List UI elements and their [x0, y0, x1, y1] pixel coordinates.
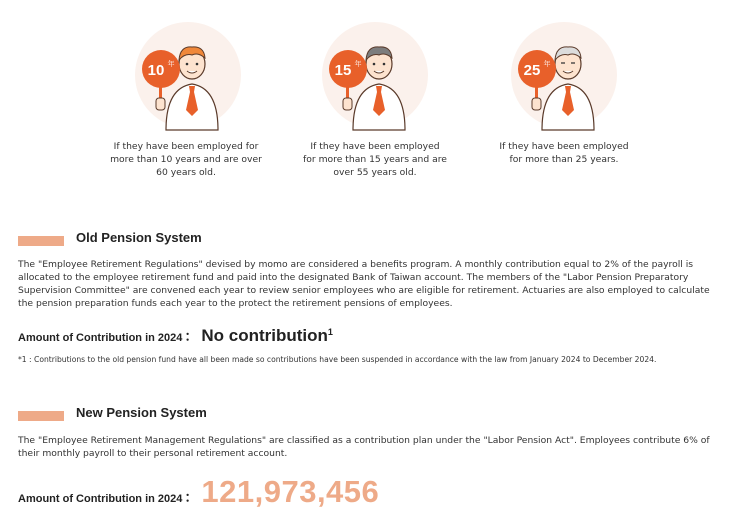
- section-accent-bar: [18, 411, 64, 421]
- caption-line: over 55 years old.: [333, 167, 417, 178]
- new-pension-amount: [18, 474, 379, 510]
- employee-holding-sign-illustration: [275, 18, 475, 136]
- figure-caption: [275, 140, 475, 179]
- badge-number: 25: [523, 62, 541, 79]
- amount-value: 121,973,456: [201, 474, 380, 509]
- badge-number: 15: [334, 62, 352, 79]
- old-pension-description: The "Employee Retirement Regulations" devised by momo are considered a benefits program. A monthly contribution equal to 2% of the payroll is allocated to the employee retirement fund and paid into the designated Bank of Taiwan account. The members of the "Labor Pension Preparatory Supervision Committee" are convened each year to review senior employees who are eligible for retirement. Actuaries are also employed to calculate the pension preparation funds each year to the protect the retirement pensions of employees.: [18, 259, 710, 309]
- employee-holding-sign-illustration: [88, 18, 288, 136]
- caption-line: for more than 25 years.: [509, 154, 619, 165]
- amount-value: No contribution: [201, 326, 328, 345]
- amount-colon: ：: [184, 328, 199, 344]
- figure-caption: [464, 140, 664, 166]
- amount-label: Amount of Contribution in 2024: [18, 332, 183, 344]
- old-pension-amount: [18, 326, 333, 346]
- section-accent-bar: [18, 236, 64, 246]
- eligibility-figures: [0, 0, 736, 200]
- amount-label: Amount of Contribution in 2024: [18, 493, 183, 505]
- caption-line: If they have been employed: [310, 141, 440, 152]
- caption-line: for more than 15 years and are: [303, 154, 447, 165]
- caption-line: If they have been employed for: [113, 141, 259, 152]
- figure-caption: [86, 140, 286, 179]
- section-title: Old Pension System: [76, 230, 202, 245]
- badge-year-mark: 年: [543, 60, 551, 68]
- caption-line: more than 10 years and are over: [110, 154, 262, 165]
- badge-number: 10: [147, 62, 165, 79]
- amount-colon: ：: [184, 489, 199, 505]
- caption-line: 60 years old.: [156, 167, 216, 178]
- badge-year-mark: 年: [167, 60, 175, 68]
- badge-year-mark: 年: [354, 60, 362, 68]
- section-title: New Pension System: [76, 405, 207, 420]
- new-pension-description: The "Employee Retirement Management Regulations" are classified as a contribution plan under the "Labor Pension Act". Employees contribute 6% of their monthly payroll to their personal retirement account.: [18, 435, 710, 459]
- caption-line: If they have been employed: [499, 141, 629, 152]
- footnote-marker: 1: [327, 327, 333, 337]
- old-pension-footnote: *1 : Contributions to the old pension fund have all been made so contributions have been suspended in accordance with the law from January 2024 to December 2024.: [18, 355, 657, 364]
- employee-holding-sign-illustration: [464, 18, 664, 136]
